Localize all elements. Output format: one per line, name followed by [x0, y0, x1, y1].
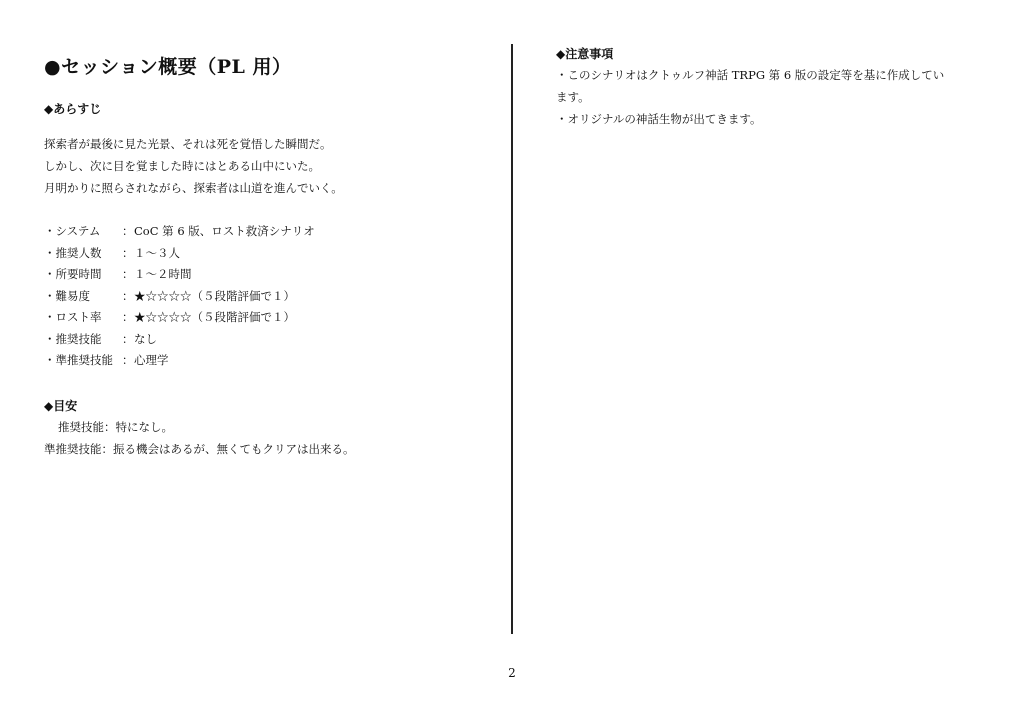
spec-separator: ： — [122, 224, 134, 238]
notes-line: ・このシナリオはクトゥルフ神話 TRPG 第 6 版の設定等を基に作成してい — [556, 68, 945, 82]
page-divider — [511, 44, 513, 634]
spec-separator: ： — [122, 267, 134, 281]
guide-line: 推奨技能：特になし。 — [58, 419, 173, 434]
synopsis-line: しかし、次に目を覚ました時にはとある山中にいた。 — [44, 159, 320, 173]
spec-value: なし — [134, 331, 157, 346]
notes-line: ・オリジナルの神話生物が出てきます。 — [556, 112, 762, 126]
notes-line: ます。 — [556, 90, 590, 104]
spec-label: ・難易度 — [44, 288, 90, 303]
spec-list — [44, 221, 494, 372]
spec-value: 心理学 — [134, 353, 169, 367]
spec-label: ・システム — [44, 224, 101, 238]
guide-section — [44, 396, 494, 460]
spec-separator: ： — [122, 310, 134, 324]
notes-heading: ◆注意事項 — [556, 47, 614, 61]
spec-value: １～３人 — [134, 245, 180, 260]
page-title: ●セッション概要（PL 用） — [44, 56, 292, 78]
left-page — [44, 52, 494, 480]
spec-value: ★☆☆☆☆（５段階評価で１） — [134, 310, 295, 324]
spec-label: ・推奨技能 — [44, 331, 102, 346]
spec-label: ・推奨人数 — [44, 245, 102, 260]
spec-separator: ： — [122, 245, 134, 260]
synopsis-heading: ◆あらすじ — [44, 102, 102, 116]
spec-separator: ： — [122, 288, 134, 303]
spec-separator: ： — [122, 353, 134, 367]
spec-label: ・所要時間 — [44, 267, 102, 281]
spec-separator: ： — [122, 331, 134, 346]
spec-value: ★☆☆☆☆（５段階評価で１） — [134, 288, 295, 303]
spec-label: ・準推奨技能 — [44, 353, 113, 367]
guide-heading: ◆目安 — [44, 398, 78, 413]
spec-row-recommended-skills — [44, 329, 494, 351]
synopsis-line: 探索者が最後に見た光景、それは死を覚悟した瞬間だ。 — [44, 137, 332, 151]
spec-row-system — [44, 221, 494, 243]
synopsis-line: 月明かりに照らされながら、探索者は山道を進んでいく。 — [44, 181, 343, 195]
synopsis-section — [44, 99, 494, 199]
right-page — [556, 44, 996, 130]
spec-value: CoC 第 6 版、ロスト救済シナリオ — [134, 224, 315, 238]
spec-label: ・ロスト率 — [44, 310, 102, 324]
spec-row-duration — [44, 264, 494, 286]
page-number: 2 — [508, 666, 516, 680]
spec-value: １～２時間 — [134, 267, 192, 281]
spec-row-players — [44, 243, 494, 265]
spec-row-sub-recommended-skills — [44, 350, 494, 372]
guide-line: 準推奨技能：振る機会はあるが、無くてもクリアは出来る。 — [44, 441, 355, 456]
spec-row-lost-rate — [44, 307, 494, 329]
spec-row-difficulty — [44, 286, 494, 308]
